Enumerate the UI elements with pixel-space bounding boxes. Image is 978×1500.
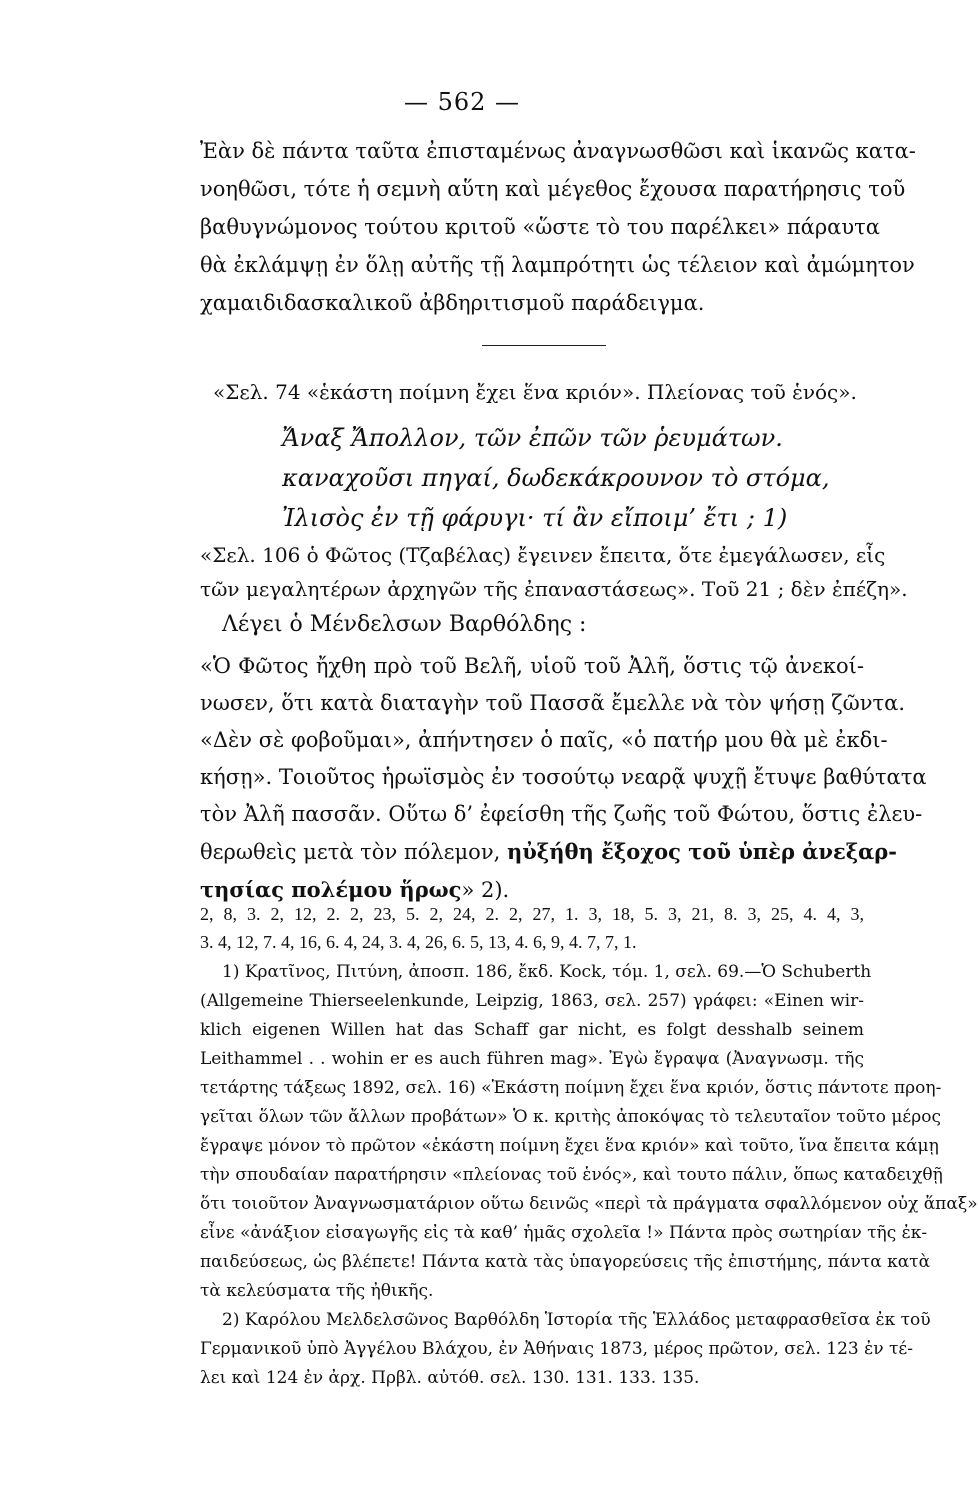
- verse-line: καναχοῦσι πηγαί, δωδεκάκρουνον τὸ στόμα,: [282, 464, 830, 492]
- footnote-line: ὅτι τοιοῦτον Ἀναγνωσματάριον οὕτω δεινῶς «περὶ τὰ πράγματα σφαλλόμενον οὐχ ἅπαξ»: [200, 1194, 978, 1214]
- footnote-line: 1) Κρατῖνος, Πιτύνη, ἀποσπ. 186, ἔκδ. Kock, τόμ. 1, σελ. 69.—Ὁ Schuberth: [222, 962, 872, 982]
- footnote-line: τὰ κελεύσματα τῆς ἠθικῆς.: [200, 1281, 434, 1301]
- reference-numbers: [200, 900, 864, 956]
- paragraph-fragment: » 2).: [461, 878, 510, 902]
- footnote-line: Γερμανικοῦ ὑπὸ Ἀγγέλου Βλάχου, ἐν Ἀθήναις 1873, μέρος πρῶτον, σελ. 123 ἐν τέ-: [200, 1339, 913, 1359]
- paragraph-line: τὸν Ἀλῆ πασσᾶν. Οὕτω δ’ ἐφείσθη τῆς ζωῆς τοῦ Φώτου, ὅστις ἐλευ-: [200, 802, 923, 826]
- paragraph-line: βαθυγνώμονος τούτου κριτοῦ «ὥστε τὸ του παρέλκει» πάραυτα: [200, 215, 880, 239]
- bold-phrase: ηὐξήθη ἔξοχος τοῦ ὑπὲρ ἀνεξαρ-: [506, 839, 897, 864]
- footnote-line: ἔγραψε μόνον τὸ πρῶτον «ἑκάστη ποίμνη ἔχει ἕνα κριόν» καὶ τοῦτο, ἵνα ἔπειτα κάμῃ: [200, 1136, 939, 1156]
- paragraph-line: νοηθῶσι, τότε ἡ σεμνὴ αὕτη καὶ μέγεθος ἔχουσα παρατήρησις τοῦ: [200, 177, 906, 201]
- paragraph-line: «Ὁ Φῶτος ἤχθη πρὸ τοῦ Βελῆ, υἱοῦ τοῦ Ἀλῆ, ὅστις τῷ ἀνεκοί-: [200, 654, 864, 678]
- paragraph-line: θὰ ἐκλάμψῃ ἐν ὅλῃ αὐτῆς τῇ λαμπρότητι ὡς τέλειον καὶ ἀμώμητον: [200, 253, 915, 277]
- paragraph-line: κήσῃ». Τοιοῦτος ἡρωϊσμὸς ἐν τοσούτῳ νεαρᾷ ψυχῇ ἔτυψε βαθύτατα: [200, 765, 927, 789]
- section-divider: [482, 345, 606, 346]
- footnote-line: τετάρτης τάξεως 1892, σελ. 16) «Ἑκάστη ποίμνη ἔχει ἕνα κριόν, ὅστις πάντοτε προη-: [200, 1078, 942, 1098]
- paragraph-line: [200, 833, 897, 871]
- paragraph-line: νωσεν, ὅτι κατὰ διαταγὴν τοῦ Πασσᾶ ἔμελλε νὰ τὸν ψήσῃ ζῶντα.: [200, 691, 906, 715]
- paragraph-line: «Δὲν σὲ φοβοῦμαι», ἀπήντησεν ὁ παῖς, «ὁ πατήρ μου θὰ μὲ ἐκδι-: [200, 728, 888, 752]
- quote-sel-106: [200, 538, 908, 606]
- verse-block: [282, 418, 864, 538]
- paragraph-line: χαμαιδιδασκαλικοῦ ἀβδηριτισμοῦ παράδειγμα.: [200, 291, 705, 315]
- paragraph-line: Ἐὰν δὲ πάντα ταῦτα ἐπισταμένως ἀναγνωσθῶσι καὶ ἱκανῶς κατα-: [200, 139, 916, 163]
- bold-phrase: τησίας πολέμου ἥρως: [200, 877, 462, 902]
- footnote-line: (Allgemeine Thierseelenkunde, Leipzig, 1863, σελ. 257) γράφει: «Einen wir-: [200, 991, 864, 1011]
- intro-line: Λέγει ὁ Μένδελσων Βαρθόλδης :: [222, 612, 587, 637]
- footnote-line: τὴν σπουδαίαν παρατήρησιν «πλείονας τοῦ ἑνός», καὶ τουτο πάλιν, ὅπως καταδειχθῇ: [200, 1165, 943, 1185]
- quote-line: «Σελ. 106 ὁ Φῶτος (Τζαβέλας) ἔγεινεν ἔπειτα, ὅτε ἐμεγάλωσεν, εἷς: [200, 543, 886, 567]
- reference-line: 2, 8, 3. 2, 12, 2. 2, 23, 5. 2, 24, 2. 2, 27, 1. 3, 18, 5. 3, 21, 8. 3, 25, 4. 4, 3,: [200, 904, 864, 924]
- page-number: — 562 —: [403, 88, 521, 116]
- quote-sel-74: «Σελ. 74 «ἑκάστη ποίμνη ἔχει ἕνα κριόν». Πλείονας τοῦ ἑνός».: [213, 380, 857, 404]
- footnotes: [200, 958, 978, 1393]
- paragraph-fragment: θερωθεὶς μετὰ τὸν πόλεμον,: [200, 840, 501, 864]
- footnote-line: γεῖται ὅλων τῶν ἄλλων προβάτων» Ὁ κ. κριτὴς ἀποκόψας τὸ τελευταῖον τοῦτο μέρος: [200, 1107, 941, 1127]
- footnote-line: λει καὶ 124 ἐν ἀρχ. Πρβλ. αὐτόθ. σελ. 130. 131. 133. 135.: [200, 1368, 700, 1388]
- paragraph-3: [200, 648, 927, 909]
- paragraph-1: [200, 132, 916, 322]
- footnote-line: 2) Καρόλου Μελδελσῶνος Βαρθόλδη Ἱστορία τῆς Ἑλλάδος μεταφρασθεῖσα ἐκ τοῦ: [222, 1310, 931, 1330]
- quote-line: τῶν μεγαλητέρων ἀρχηγῶν τῆς ἐπαναστάσεως». Τοῦ 21 ; δὲν ἐπέζη».: [200, 577, 908, 601]
- verse-line: Ἄναξ Ἄπολλον, τῶν ἐπῶν τῶν ῥευμάτων.: [282, 424, 783, 452]
- footnote-line: εἶνε «ἀνάξιον εἰσαγωγῆς εἰς τὰ καθ’ ἡμᾶς σχολεῖα !» Πάντα πρὸς σωτηρίαν τῆς ἐκ-: [200, 1223, 928, 1243]
- footnote-line: Leithammel . . wohin er es auch führen mag». Ἐγὼ ἔγραψα (Ἀναγνωσμ. τῆς: [200, 1049, 864, 1069]
- footnote-line: παιδεύσεως, ὡς βλέπετε! Πάντα κατὰ τὰς ὑπαγορεύσεις τῆς ἐπιστήμης, πάντα κατὰ: [200, 1252, 931, 1272]
- reference-line: 3. 4, 12, 7. 4, 16, 6. 4, 24, 3. 4, 26, 6. 5, 13, 4. 6, 9, 4. 7, 7, 1.: [200, 932, 637, 952]
- footnote-line: klich eigenen Willen hat das Schaff gar nicht, es folgt desshalb seinem: [200, 1020, 864, 1040]
- verse-line: Ἰλισὸς ἐν τῇ φάρυγι· τί ἂν εἴποιμ’ ἔτι ; 1): [282, 504, 788, 532]
